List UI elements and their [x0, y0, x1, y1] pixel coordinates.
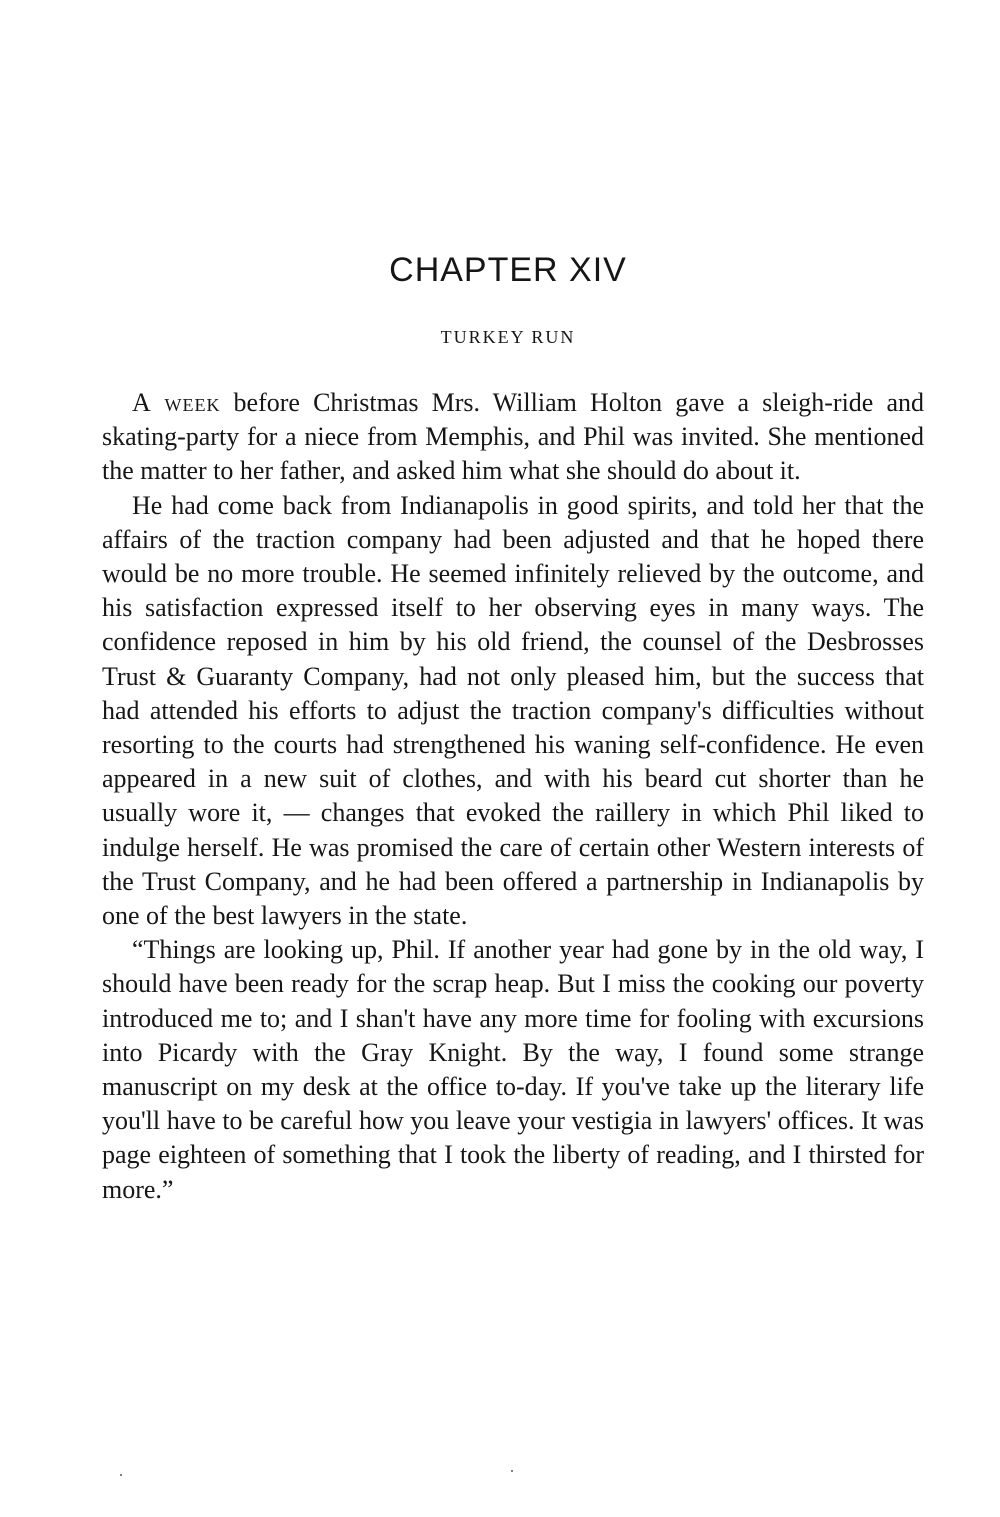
scan-speck	[511, 1470, 513, 1472]
paragraph-lead: A week	[132, 388, 221, 417]
scan-speck	[120, 1474, 122, 1476]
paragraph-text: He had come back from Indianapolis in good spirits, and told her that the affairs of the traction company had been adjusted and that he hoped there would be no more trouble. He seemed infinitely relieved by the outcome, and his satisfaction expressed itself to her observing eyes in many ways. The confidence reposed in him by his old friend, the counsel of the Desbrosses Trust & Guaranty Company, had not only pleased him, but the success that had attended his efforts to adjust the traction company's difficulties without resorting to the courts had strengthened his waning self-confidence. He even appeared in a new suit of clothes, and with his beard cut shorter than he usually wore it, — changes that evoked the raillery in which Phil liked to indulge herself. He was promised the care of certain other Western interests of the Trust Company, and he had been offered a partnership in Indianapolis by one of the best lawyers in the state.	[102, 490, 924, 931]
paragraph	[102, 933, 924, 1207]
paragraph-text: “Things are looking up, Phil. If another year had gone by in the old way, I should have been ready for the scrap heap. But I miss the cooking our poverty introduced me to; and I shan't have any more time for fooling with excursions into Picardy with the Gray Knight. By the way, I found some strange manuscript on my desk at the office to-day. If you've take up the literary life you'll have to be careful how you leave your vestigia in lawyers' offices. It was page eighteen of something that I took the liberty of reading, and I thirsted for more.”	[102, 935, 924, 1204]
chapter-title: CHAPTER XIV	[389, 251, 627, 289]
paragraph	[102, 386, 924, 489]
paragraph-text: before Christmas Mrs. William Holton gave a sleigh-ride and skating-party for a niece from Memphis, and Phil was invited. She mentioned the matter to her father, and asked him what she should do about it.	[102, 388, 924, 486]
paragraph	[102, 489, 924, 934]
chapter-subtitle: TURKEY RUN	[440, 327, 576, 347]
chapter-body	[102, 386, 924, 1207]
